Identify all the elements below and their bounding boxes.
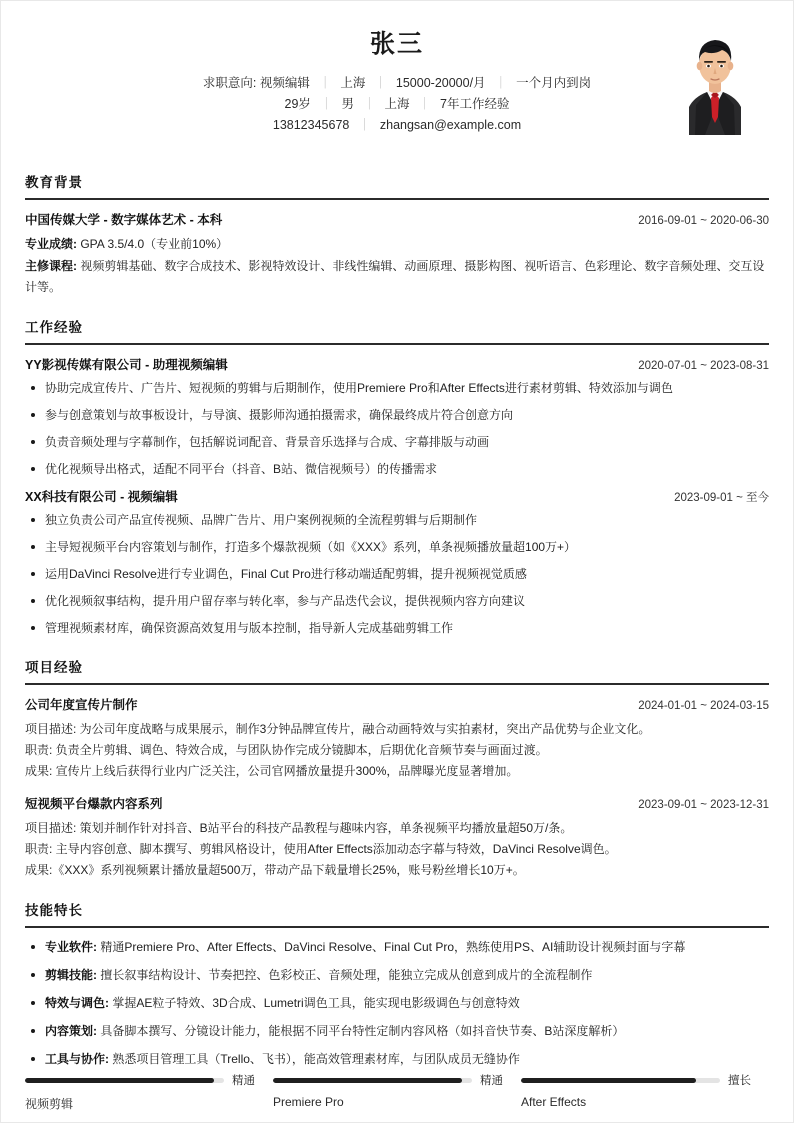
- skill-bar-track: [521, 1078, 720, 1083]
- project-detail-line: 成果:《XXX》系列视频累计播放量超500万，带动产品下载量增长25%，账号粉丝增长10万+。: [25, 863, 525, 877]
- project-entry: [25, 794, 769, 881]
- header-meta-item: 上海: [340, 75, 366, 90]
- header-meta-row-0: [155, 73, 639, 94]
- work-entry-list: [25, 355, 769, 638]
- avatar-illustration: [669, 25, 761, 135]
- skill-bar: [273, 1072, 521, 1112]
- education-courses-label: 主修课程:: [25, 259, 77, 273]
- section-title-skills: 技能特长: [25, 903, 83, 918]
- skill-bar-level: 擅长: [728, 1075, 751, 1087]
- section-projects: [25, 656, 769, 881]
- skill-item-label: 专业软件:: [45, 940, 101, 954]
- header-meta-separator: ｜: [358, 117, 371, 132]
- work-entry: [25, 487, 769, 638]
- skill-item-value: 精通Premiere Pro、After Effects、DaVinci Resolve、Final Cut Pro，熟练使用PS、AI辅助设计视频封面与字幕: [100, 940, 686, 954]
- section-education: [25, 171, 769, 298]
- education-gpa-label: 专业成绩:: [25, 237, 77, 251]
- section-title-education: 教育背景: [25, 175, 83, 190]
- project-entry-head: [25, 794, 769, 812]
- skill-bar-group: [25, 1072, 769, 1112]
- skill-bar-track: [273, 1078, 472, 1083]
- skill-item-list: [25, 938, 769, 1069]
- project-entry: [25, 695, 769, 782]
- work-entry-head: [25, 355, 769, 373]
- project-detail-line: 职责: 负责全片剪辑、调色、特效合成，与团队协作完成分镜脚本，后期优化音频节奏与画面过渡。: [25, 743, 548, 757]
- project-detail-line: 成果: 宣传片上线后获得行业内广泛关注，公司官网播放量提升300%，品牌曝光度显著增加。: [25, 764, 519, 778]
- section-title-work: 工作经验: [25, 320, 83, 335]
- header-meta-row-1: [155, 94, 639, 115]
- project-detail-line: 项目描述: 为公司年度战略与成果展示，制作3分钟品牌宣传片，融合动画特效与实拍素材，突出产品优势与企业文化。: [25, 722, 651, 736]
- header-meta-item: 上海: [384, 96, 410, 111]
- header-meta-separator: ｜: [362, 96, 376, 111]
- skill-item-value: 擅长叙事结构设计、节奏把控、色彩校正、音频处理，能独立完成从创意到成片的全流程制作: [100, 968, 593, 982]
- skill-bar-fill: [521, 1078, 696, 1083]
- section-skills: [25, 899, 769, 1069]
- skill-item-label: 内容策划:: [45, 1024, 101, 1038]
- education-gpa-value: GPA 3.5/4.0（专业前10%）: [80, 237, 229, 251]
- skill-bar-level: 精通: [480, 1075, 503, 1087]
- avatar: [669, 25, 761, 135]
- work-bullet-item: 参与创意策划与故事板设计，与导演、摄影师沟通拍摄需求，确保最终成片符合创意方向: [25, 406, 769, 425]
- skill-item-label: 特效与调色:: [45, 996, 113, 1010]
- skill-bar-row: [521, 1072, 751, 1088]
- work-date-range: 2020-07-01 ~ 2023-08-31: [638, 360, 769, 372]
- work-date-range: 2023-09-01 ~ 至今: [674, 492, 769, 504]
- skill-bar: [25, 1072, 273, 1112]
- skill-bar-row: [273, 1072, 503, 1088]
- header-meta-item: 7年工作经验: [440, 96, 510, 111]
- work-bullet-item: 优化视频叙事结构，提升用户留存率与转化率，参与产品迭代会议，提供视频内容方向建议: [25, 592, 769, 611]
- section-title-projects: 项目经验: [25, 660, 83, 675]
- resume-header: [25, 17, 769, 153]
- section-work: [25, 316, 769, 638]
- project-detail-line: 项目描述: 策划并制作针对抖音、B站平台的科技产品教程与趣味内容，单条视频平均播放量超50万/条。: [25, 821, 573, 835]
- project-name: 公司年度宣传片制作: [25, 698, 138, 712]
- education-courses-line: [25, 256, 769, 298]
- section-divider: [25, 926, 769, 928]
- skill-item-value: 掌握AE粒子特效、3D合成、Lumetri调色工具，能实现电影级调色与创意特效: [112, 996, 520, 1010]
- skill-bar-fill: [273, 1078, 462, 1083]
- skill-item-value: 具备脚本撰写、分镜设计能力，能根据不同平台特性定制内容风格（如抖音快节奏、B站深度解析）: [100, 1024, 625, 1038]
- project-name: 短视频平台爆款内容系列: [25, 797, 163, 811]
- header-meta-separator: ｜: [374, 75, 387, 90]
- work-bullet-item: 管理视频素材库，确保资源高效复用与版本控制，指导新人完成基础剪辑工作: [25, 619, 769, 638]
- skill-bar-name: 视频剪辑: [25, 1097, 74, 1111]
- work-bullet-item: 协助完成宣传片、广告片、短视频的剪辑与后期制作，使用Premiere Pro和After Effects进行素材剪辑、特效添加与调色: [25, 379, 769, 398]
- header-meta-item: 13812345678: [272, 117, 350, 132]
- resume-inner: [1, 1, 793, 1069]
- education-date: 2016-09-01 ~ 2020-06-30: [638, 215, 769, 227]
- work-bullet-item: 优化视频导出格式，适配不同平台（抖音、B站、微信视频号）的传播需求: [25, 460, 769, 479]
- skill-item: [25, 994, 769, 1013]
- work-bullet-item: 运用DaVinci Resolve进行专业调色，Final Cut Pro进行移动端适配剪辑，提升视频视觉质感: [25, 565, 769, 584]
- header-meta-row-2: [155, 115, 639, 136]
- header-meta-item: 一个月内到岗: [516, 75, 592, 90]
- work-bullet-item: 主导短视频平台内容策划与制作，打造多个爆款视频（如《XXX》系列，单条视频播放量超100万+）: [25, 538, 769, 557]
- education-entry: [25, 210, 769, 298]
- skill-bar-name: Premiere Pro: [273, 1095, 344, 1109]
- section-divider: [25, 198, 769, 200]
- skill-item: [25, 966, 769, 985]
- skill-item: [25, 938, 769, 957]
- skill-bar-name: After Effects: [521, 1095, 587, 1109]
- skill-item: [25, 1022, 769, 1041]
- education-entry-head: [25, 210, 769, 228]
- header-meta-label: 求职意向:: [202, 75, 260, 90]
- header-meta-separator: ｜: [418, 96, 432, 111]
- education-gpa-line: [25, 234, 769, 255]
- project-date-range: 2023-09-01 ~ 2023-12-31: [638, 799, 769, 811]
- work-bullet-item: 独立负责公司产品宣传视频、品牌广告片、用户案例视频的全流程剪辑与后期制作: [25, 511, 769, 530]
- header-meta-separator: ｜: [494, 75, 508, 90]
- header-meta-item: 29岁: [284, 96, 311, 111]
- skill-bar: [521, 1072, 769, 1112]
- work-company-role: YY影视传媒有限公司 - 助理视频编辑: [25, 358, 228, 372]
- skill-item-value: 熟悉项目管理工具（Trello、飞书），能高效管理素材库，与团队成员无缝协作: [112, 1052, 520, 1066]
- work-bullet-list: [25, 379, 769, 479]
- header-center-block: [25, 31, 769, 136]
- project-entry-head: [25, 695, 769, 713]
- education-courses-value: 视频剪辑基础、数字合成技术、影视特效设计、非线性编辑、动画原理、摄影构图、视听语言、色彩理论、数字音频处理、交互设计等。: [25, 259, 765, 294]
- header-meta-separator: ｜: [319, 96, 333, 111]
- education-school: 中国传媒大学 - 数字媒体艺术 - 本科: [25, 213, 223, 227]
- skill-bar-fill: [25, 1078, 214, 1083]
- work-entry: [25, 355, 769, 479]
- header-meta-item: 视频编辑: [259, 75, 310, 90]
- skill-bar-track: [25, 1078, 224, 1083]
- skill-item-label: 工具与协作:: [45, 1052, 113, 1066]
- section-divider: [25, 683, 769, 685]
- section-divider: [25, 343, 769, 345]
- header-meta-item: 男: [341, 96, 354, 111]
- work-bullet-list: [25, 511, 769, 638]
- work-entry-head: [25, 487, 769, 505]
- project-entry-list: [25, 695, 769, 881]
- work-bullet-item: 负责音频处理与字幕制作，包括解说词配音、背景音乐选择与合成、字幕排版与动画: [25, 433, 769, 452]
- project-date-range: 2024-01-01 ~ 2024-03-15: [638, 700, 769, 712]
- skill-item: [25, 1050, 769, 1069]
- project-detail-line: 职责: 主导内容创意、脚本撰写、剪辑风格设计，使用After Effects添加动态字幕与特效，DaVinci Resolve调色。: [25, 842, 617, 856]
- header-meta-separator: ｜: [318, 75, 332, 90]
- header-meta-item: 15000-20000/月: [395, 75, 486, 90]
- skill-bar-level: 精通: [232, 1075, 255, 1087]
- work-company-role: XX科技有限公司 - 视频编辑: [25, 490, 178, 504]
- skill-item-label: 剪辑技能:: [45, 968, 101, 982]
- skill-bar-row: [25, 1072, 255, 1088]
- header-meta-item: zhangsan@example.com: [379, 117, 522, 132]
- candidate-name: 张三: [369, 30, 424, 58]
